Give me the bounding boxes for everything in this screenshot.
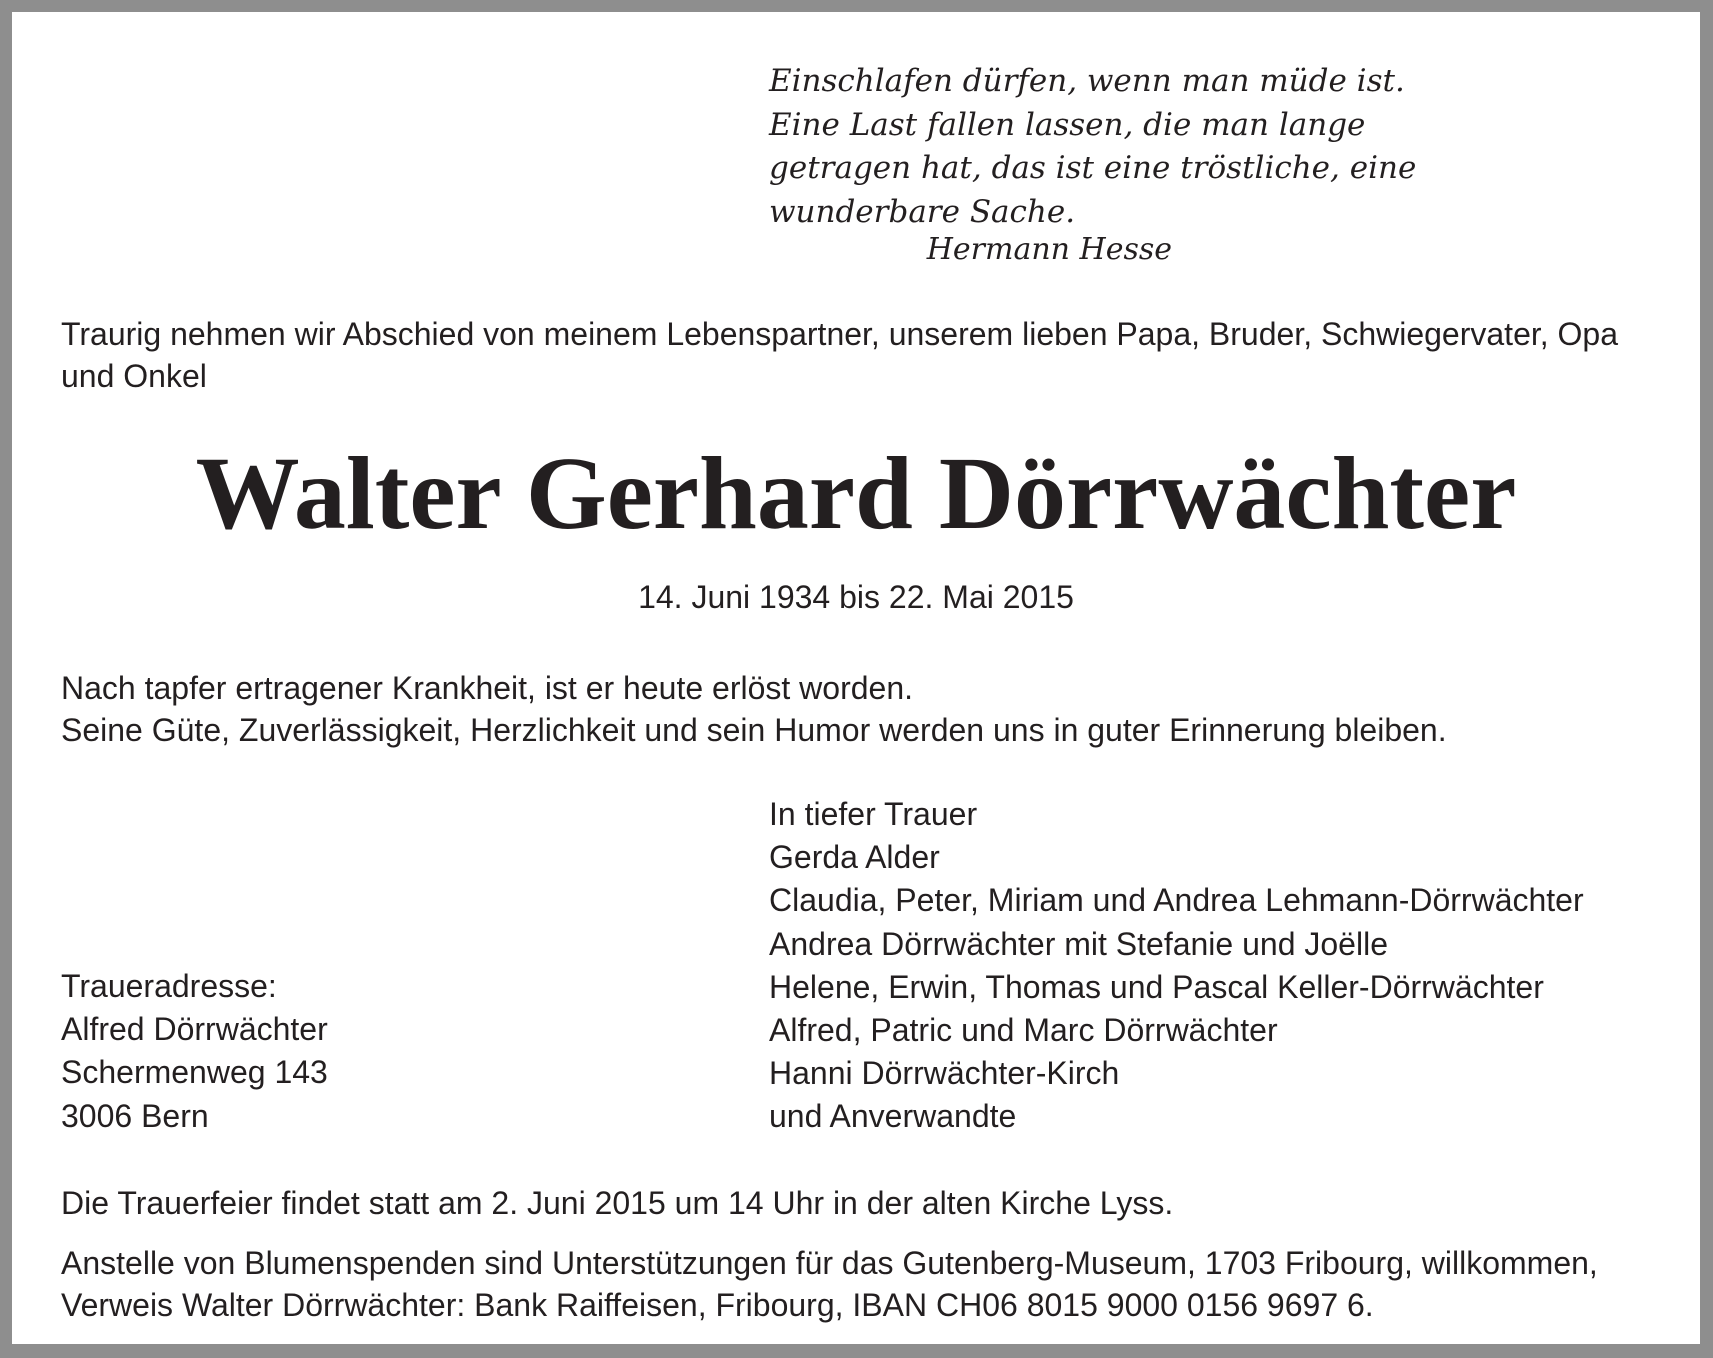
life-dates: 14. Juni 1934 bis 22. Mai 2015 [638, 579, 1074, 615]
address-line: Alfred Dörrwächter [61, 1011, 328, 1048]
mourner-line: Alfred, Patric und Marc Dörrwächter [769, 1012, 1278, 1049]
address-line: 3006 Bern [61, 1097, 209, 1134]
mourning-address [61, 965, 328, 1138]
mourner-line: und Anverwandte [769, 1098, 1017, 1135]
obituary-notice [12, 12, 1700, 1344]
mourner-line: In tiefer Trauer [769, 796, 978, 832]
intro-text [61, 313, 1618, 397]
quote-line: wunderbare Sache. [769, 193, 1076, 230]
address-line: Schermenweg 143 [61, 1054, 328, 1091]
intro-line: und Onkel [61, 358, 207, 394]
quote-line: Einschlafen dürfen, wenn man müde ist. [769, 63, 1405, 99]
quote-line: Eine Last fallen lassen, die man lange [769, 106, 1366, 143]
deceased-name: Walter Gerhard Dörrwächter [195, 436, 1517, 551]
mourner-line: Andrea Dörrwächter mit Stefanie und Joëlle [769, 925, 1388, 962]
message-line: Nach tapfer ertragener Krankheit, ist er heute erlöst worden. [61, 670, 913, 706]
donation-info [61, 1242, 1598, 1326]
address-line: Traueradresse: [61, 968, 277, 1004]
mourner-line: Claudia, Peter, Miriam und Andrea Lehmann-Dörrwächter [769, 882, 1584, 919]
intro-line: Traurig nehmen wir Abschied von meinem Lebenspartner, unserem lieben Papa, Bruder, Schwiegervater, Opa [61, 316, 1619, 352]
message-line: Seine Güte, Zuverlässigkeit, Herzlichkeit und sein Humor werden uns in guter Erinnerung bleiben. [61, 712, 1447, 748]
ceremony-info: Die Trauerfeier findet statt am 2. Juni 2015 um 14 Uhr in der alten Kirche Lyss. [61, 1185, 1174, 1221]
quote-author: Hermann Hesse [926, 232, 1172, 267]
mourner-line: Hanni Dörrwächter-Kirch [769, 1055, 1120, 1092]
epigraph-quote [769, 60, 1416, 234]
quote-line: getragen hat, das ist eine tröstliche, eine [769, 150, 1417, 186]
memorial-message [61, 667, 1447, 751]
donation-line: Anstelle von Blumenspenden sind Unterstützungen für das Gutenberg-Museum, 1703 Fribourg, willkommen, [61, 1245, 1598, 1281]
mourner-line: Gerda Alder [769, 839, 940, 876]
donation-line: Verweis Walter Dörrwächter: Bank Raiffeisen, Fribourg, IBAN CH06 8015 9000 0156 9697 6. [61, 1287, 1374, 1323]
mourner-line: Helene, Erwin, Thomas und Pascal Keller-Dörrwächter [769, 968, 1544, 1005]
mourners-list [769, 793, 1584, 1139]
